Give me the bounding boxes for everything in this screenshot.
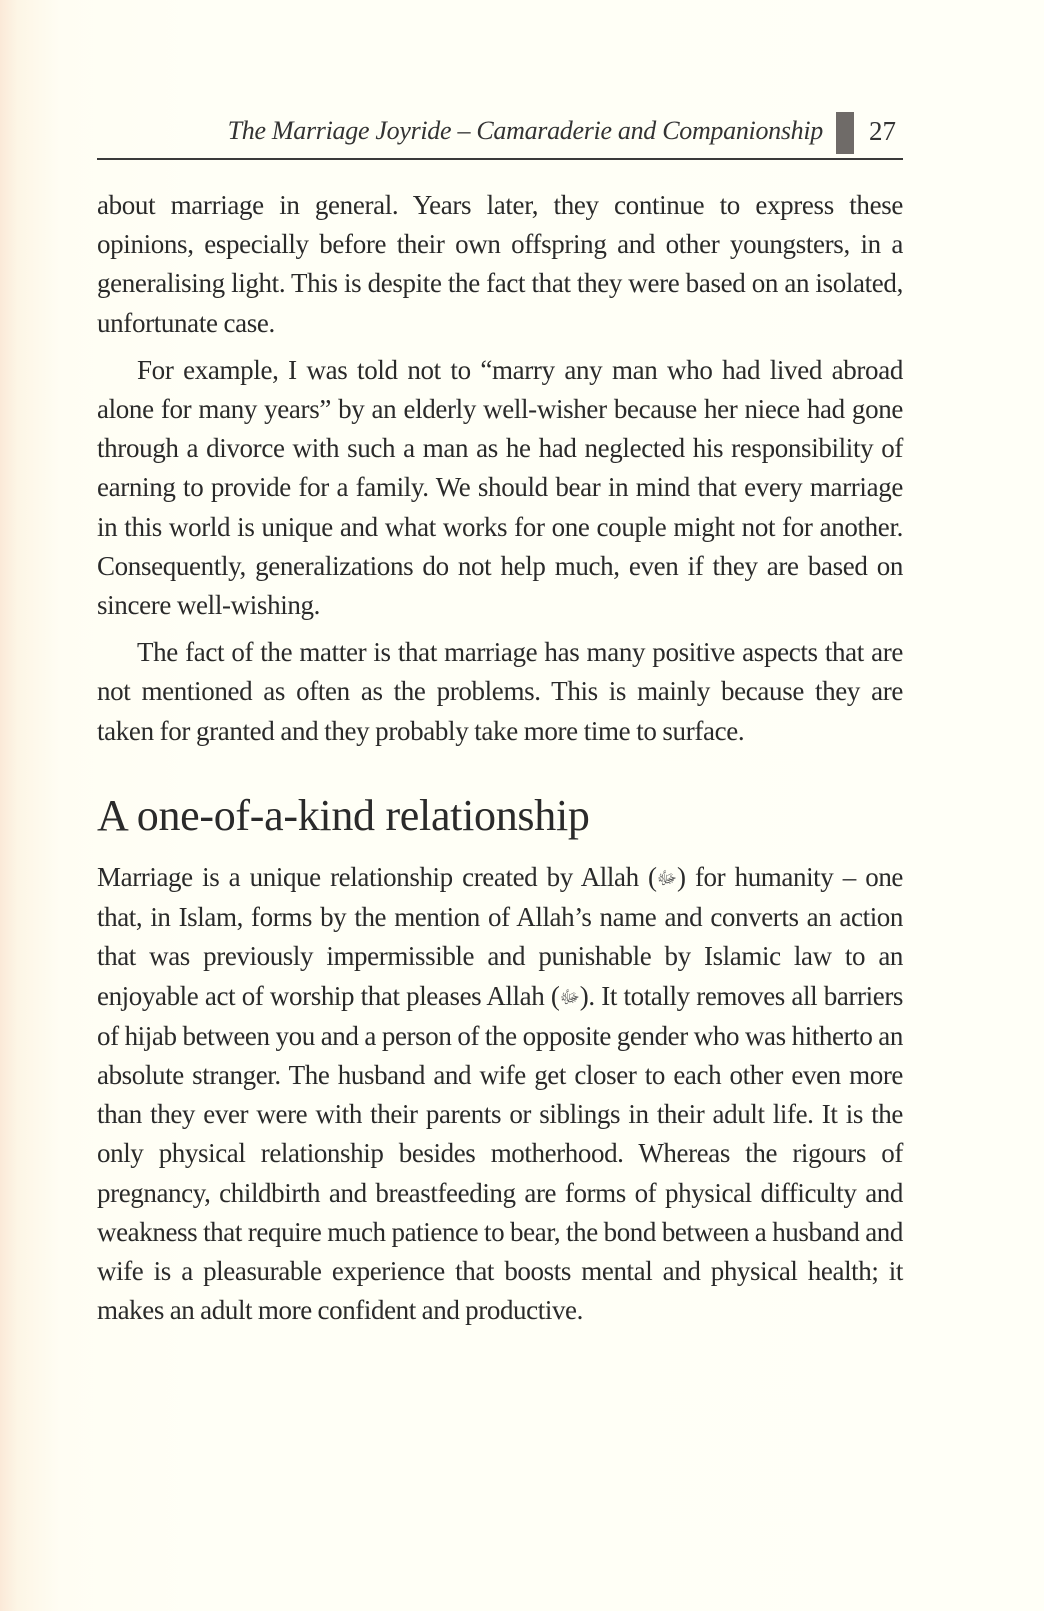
text-segment: ) for humanity – one that, in Islam, forms by the mention of Allah’s name and converts an action that was previously impermissible and punishable by Islamic law to an enjoyable act of worship that pleases Allah ( xyxy=(97,862,903,1011)
running-title: The Marriage Joyride – Camaraderie and Companionship xyxy=(227,116,823,145)
header-rule xyxy=(97,158,903,160)
thumb-tab-marker xyxy=(836,112,854,154)
page-number: 27 xyxy=(869,116,896,146)
paragraph-3: The fact of the matter is that marriage has many positive aspects that are not mentioned as often as the problems. This is mainly because they are taken for granted and they probably take more time to surface. xyxy=(97,637,903,746)
body-text xyxy=(97,186,903,759)
section-body xyxy=(97,858,903,1330)
text-segment: ). It totally removes all barriers of hijab between you and a person of the opposite gender who was hitherto an absolute stranger. The husband and wife get closer to each other even more than they ever were with their parents or siblings in their adult life. It is the only physical relationship besides motherhood. Whereas the rigours of pregnancy, childbirth and breastfeeding are forms of physical difficulty and weakness that require much patience to bear, the bond between a husband and wife is a pleasurable experience that boosts mental and physical health; it makes an adult more confident and productive. xyxy=(97,980,904,1326)
text-segment: Marriage is a unique relationship created by Allah ( xyxy=(97,862,657,892)
section-paragraph xyxy=(97,858,903,1330)
running-header xyxy=(97,112,903,160)
section-heading: A one-of-a-kind relationship xyxy=(97,791,590,840)
paragraph-2: For example, I was told not to “marry any man who had lived abroad alone for many years” by an elderly well-wisher because her niece had gone through a divorce with such a man as he had neglected his responsibility of earning to provide for a family. We should bear in mind that every marriage in this world is unique and what works for one couple might not for another. Consequently, generalizations do not help much, even if they are based on sincere well-wishing. xyxy=(97,354,903,621)
honorific-glyph-icon: ﷻ xyxy=(559,986,580,1007)
paragraph-1: about marriage in general. Years later, they continue to express these opinions, especially before their own offspring and other youngsters, in a generalising light. This is despite the fact that they were based on an isolated, unfortunate case. xyxy=(97,190,903,338)
honorific-glyph-icon: ﷻ xyxy=(656,868,677,888)
